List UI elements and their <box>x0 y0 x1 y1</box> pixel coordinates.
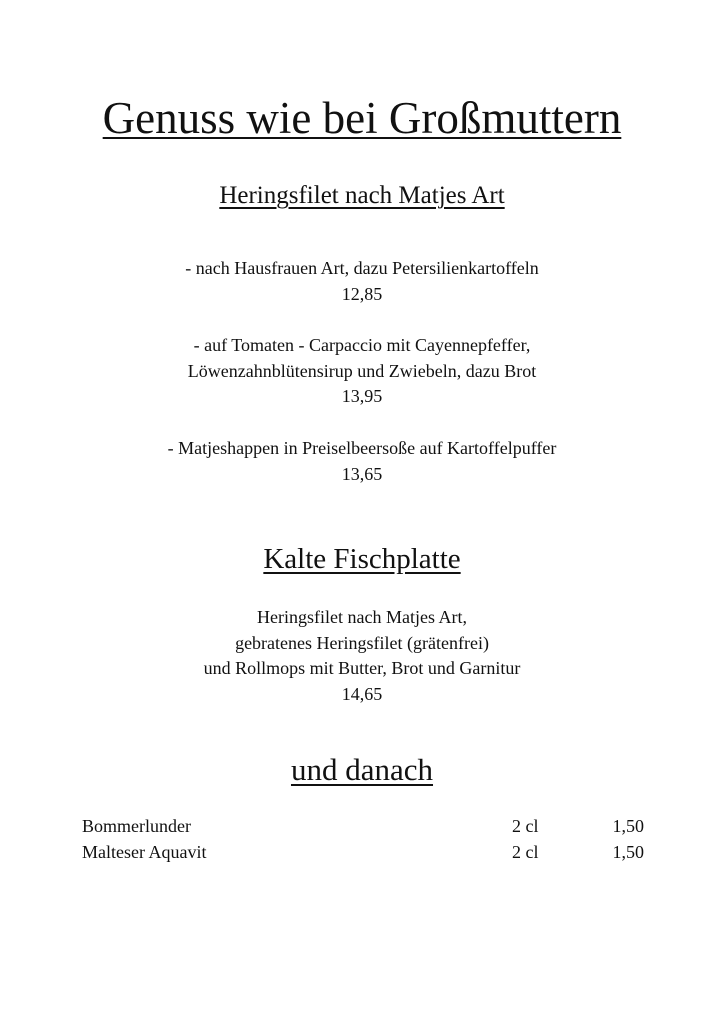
item-description: - nach Hausfrauen Art, dazu Petersilienkartoffeln <box>185 258 539 278</box>
item-description: - auf Tomaten - Carpaccio mit Cayennepfeffer, <box>193 335 531 355</box>
drink-row <box>82 816 644 842</box>
item-price: 13,95 <box>341 386 383 406</box>
item-price: 13,65 <box>341 463 383 484</box>
page-title: Genuss wie bei Großmuttern <box>102 93 622 143</box>
item-description: und Rollmops mit Butter, Brot und Garnitur <box>203 658 521 678</box>
menu-item <box>0 256 724 307</box>
menu-item <box>0 436 724 487</box>
drink-quantity: 2 cl <box>512 816 539 836</box>
item-description: gebratenes Heringsfilet (grätenfrei) <box>235 632 489 653</box>
section-heading-und-danach: und danach <box>290 752 434 787</box>
drink-row <box>82 842 644 868</box>
item-description: Löwenzahnblütensirup und Zwiebeln, dazu Brot <box>187 360 537 381</box>
drink-name: Bommerlunder <box>82 816 191 836</box>
menu-item <box>0 333 724 410</box>
item-description: - Matjeshappen in Preiselbeersoße auf Kartoffelpuffer <box>167 438 557 458</box>
drink-quantity: 2 cl <box>512 842 539 862</box>
drink-name: Malteser Aquavit <box>82 842 207 862</box>
drink-price: 1,50 <box>612 842 644 862</box>
item-price: 14,65 <box>341 683 383 704</box>
item-description: Heringsfilet nach Matjes Art, <box>257 607 467 627</box>
drink-price: 1,50 <box>612 816 644 836</box>
section-heading-kalte-fischplatte: Kalte Fischplatte <box>263 543 461 575</box>
menu-item <box>0 605 724 707</box>
item-price: 12,85 <box>341 283 383 304</box>
section-heading-heringsfilet: Heringsfilet nach Matjes Art <box>219 182 505 209</box>
